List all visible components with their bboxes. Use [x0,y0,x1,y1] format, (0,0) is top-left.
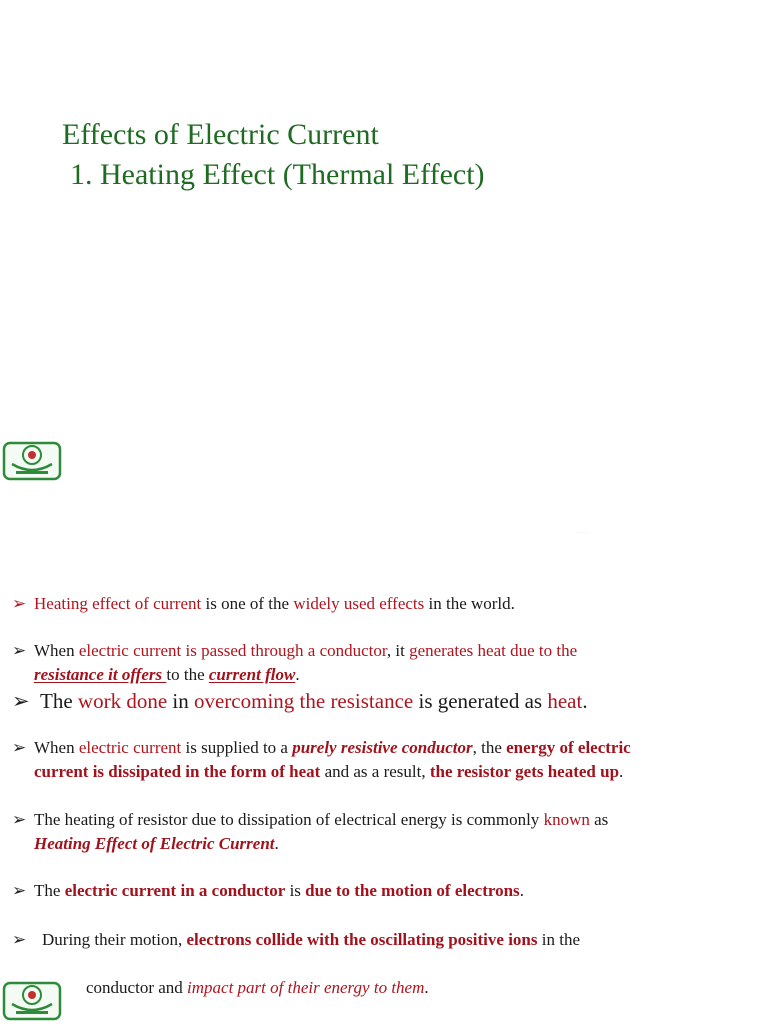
arrow-bullet-icon: ➢ [12,738,27,757]
arrow-bullet-icon: ➢ [12,641,27,660]
slide-title: Effects of Electric Current [62,118,379,151]
bullet-purely-resistive: ➢ When electric current is supplied to a purely resistive conductor, the energy of electric [12,736,631,760]
arrow-bullet-icon: ➢ [12,810,27,829]
bullet-definition: ➢ The heating of resistor due to dissipation of electrical energy is commonly known as [12,808,608,832]
arrow-bullet-icon: ➢ [12,930,27,949]
bullet-collisions-line2: conductor and impact part of their energy to them. [86,978,429,997]
arrow-bullet-icon: ➢ [12,594,27,613]
bullet-current-conductor-line2: resistance it offers to the current flow. [34,665,300,684]
arrow-bullet-icon: ➢ [12,881,27,900]
bullet-purely-resistive-line2: current is dissipated in the form of heat and as a result, the resistor gets heated up. [34,762,624,781]
bullet-definition-line2: Heating Effect of Electric Current. [34,834,279,853]
slide-subtitle: 1. Heating Effect (Thermal Effect) [70,158,485,191]
bullet-collisions: ➢ During their motion, electrons collide with the oscillating positive ions in the [12,928,580,952]
bullet-work-done: ➢ The work done in overcoming the resistance is generated as heat. [12,689,588,713]
bullet-motion-electrons: ➢ The electric current in a conductor is due to the motion of electrons. [12,879,524,903]
tiny-note: ........... [575,530,588,534]
institution-logo [2,978,62,1022]
arrow-bullet-icon: ➢ [12,689,30,713]
institution-logo [2,438,62,482]
bullet-heating-effect: ➢ Heating effect of current is one of the widely used effects in the world. [12,592,515,616]
bullet-current-conductor: ➢ When electric current is passed through a conductor, it generates heat due to the [12,639,577,663]
